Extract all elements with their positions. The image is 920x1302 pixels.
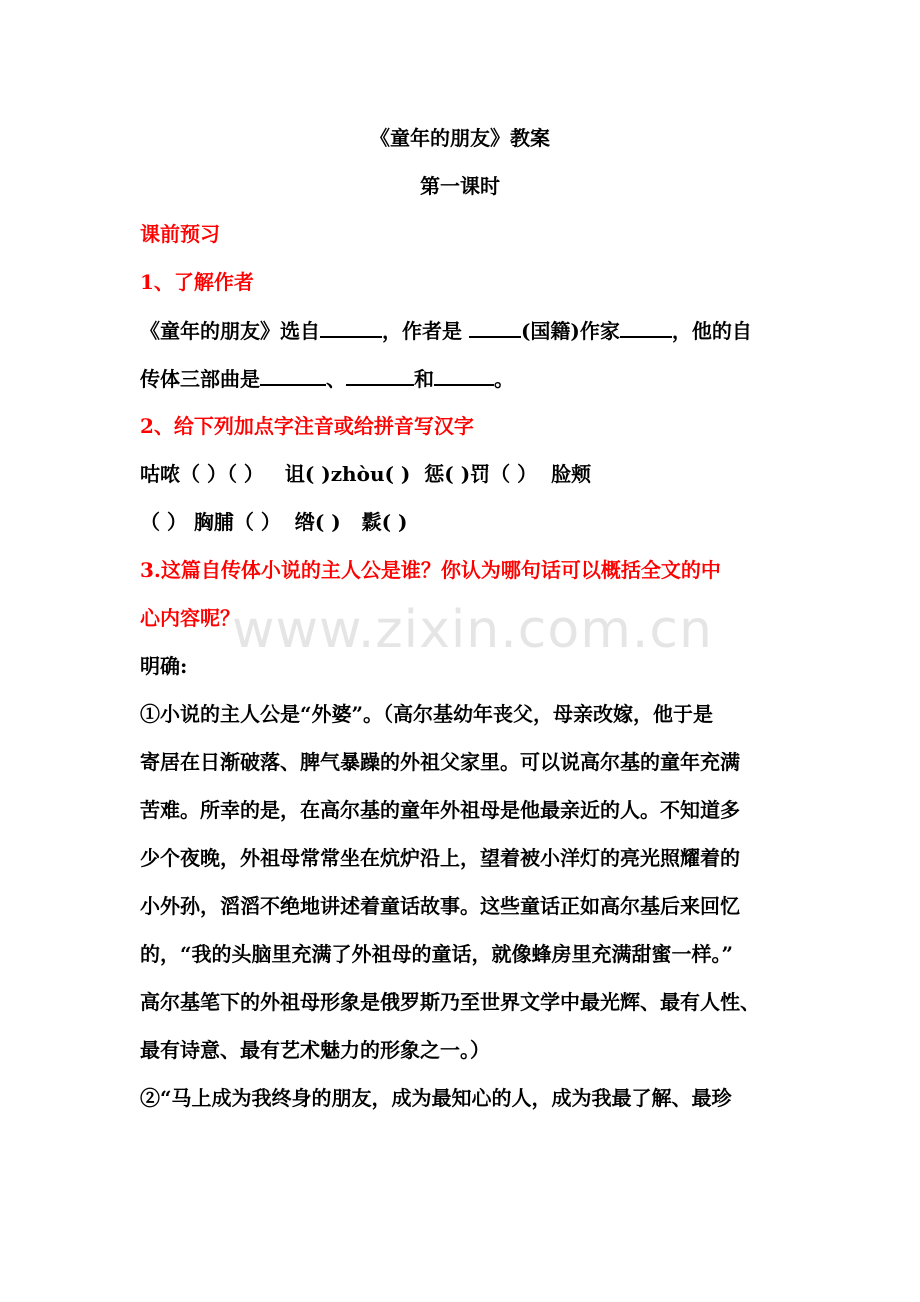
- question-3-line-1: 3.这篇自传体小说的主人公是谁？你认为哪句话可以概括全文的中: [140, 558, 721, 582]
- paragraph-1-line: 高尔基笔下的外祖母形象是俄罗斯乃至世界文学中最光辉、最有人性、: [140, 990, 760, 1014]
- paragraph-1-line: 小外孙，滔滔不绝地讲述着童话故事。这些童话正如高尔基后来回忆: [140, 894, 740, 918]
- fill-blank-trilogy-3[interactable]: [434, 364, 494, 386]
- watermark: www.zixin.com.cn: [232, 600, 713, 660]
- paragraph-1-line: 苦难。所幸的是，在高尔基的童年外祖母是他最亲近的人。不知道多: [140, 798, 740, 822]
- fill-blank-author[interactable]: [620, 316, 672, 338]
- question-1-line-1: 《童年的朋友》选自 ，作者是 (国籍)作家 ，他的自: [140, 316, 800, 345]
- paragraph-2-line: ②“马上成为我终身的朋友，成为最知心的人，成为我最了解、最珍: [140, 1086, 732, 1110]
- paragraph-1-line: 最有诗意、最有艺术魅力的形象之一。）: [140, 1038, 490, 1062]
- question-2-heading: 2、给下列加点字注音或给拼音写汉字: [140, 414, 474, 438]
- paragraph-1-line: 少个夜晚，外祖母常常坐在炕炉沿上，望着被小洋灯的亮光照耀着的: [140, 846, 740, 870]
- preview-heading: 课前预习: [140, 222, 220, 246]
- question-1-heading: 1、了解作者: [140, 270, 254, 294]
- fill-blank-trilogy-2[interactable]: [346, 364, 414, 386]
- question-3-line-2: 心内容呢？: [140, 606, 240, 630]
- paragraph-1-line: 寄居在日渐破落、脾气暴躁的外祖父家里。可以说高尔基的童年充满: [140, 750, 740, 774]
- document-title: 《童年的朋友》教案: [370, 126, 550, 150]
- question-1-line-2: 传体三部曲是 、 和 。: [140, 364, 800, 393]
- question-2-line-2: （ ） 胸脯（ ） 绺( ) 鬏( ): [140, 510, 408, 534]
- fill-blank-trilogy-1[interactable]: [260, 364, 326, 386]
- question-2-line-1: 咕哝（ ）（ ） 诅( )zhòu( ) 惩( )罚（ ） 脸颊: [140, 462, 592, 486]
- fill-blank-nationality[interactable]: [469, 316, 521, 338]
- fill-blank-source[interactable]: [320, 316, 382, 338]
- lesson-subtitle: 第一课时: [420, 174, 500, 198]
- paragraph-1-line: ①小说的主人公是“外婆”。（高尔基幼年丧父，母亲改嫁，他于是: [140, 702, 714, 726]
- paragraph-1-line: 的，“我的头脑里充满了外祖母的童话，就像蜂房里充满甜蜜一样。”: [140, 942, 734, 966]
- answer-label: 明确:: [140, 654, 188, 678]
